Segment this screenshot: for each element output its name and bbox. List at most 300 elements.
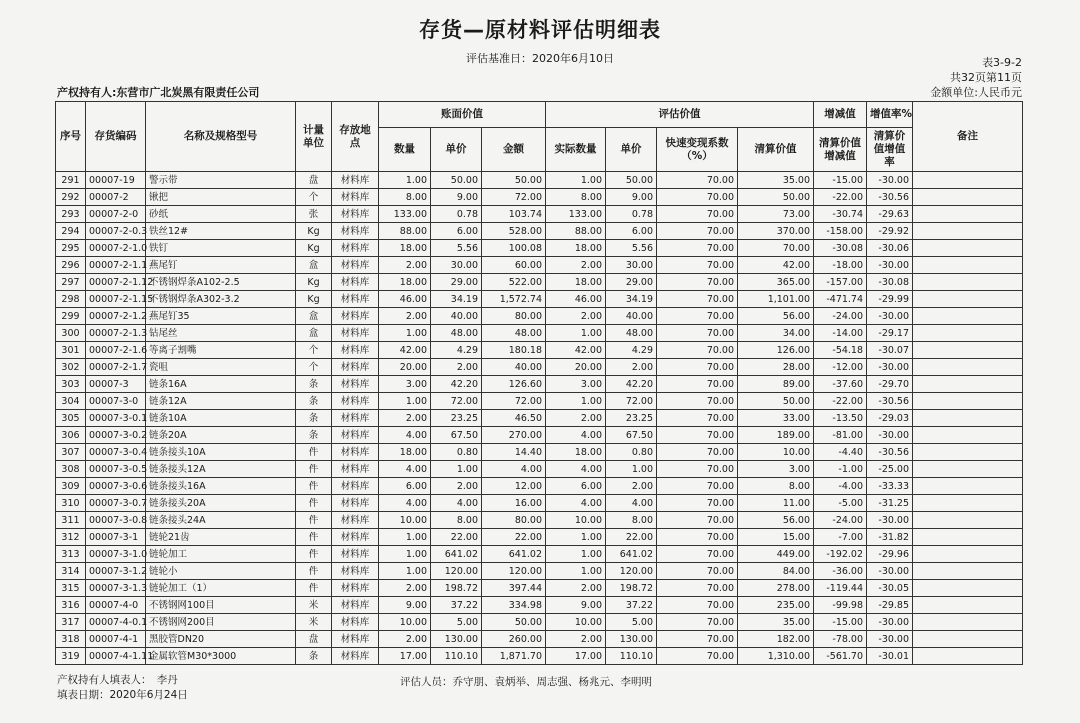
cell-remark <box>913 648 1023 665</box>
evaluators: 评估人员：乔守朋、袁炳举、周志强、杨兆元、李明明 <box>400 676 652 688</box>
cell-eval-liquidation: 1,101.00 <box>738 291 814 308</box>
cell-rate: -30.08 <box>867 274 913 291</box>
cell-eval-liquidation: 11.00 <box>738 495 814 512</box>
cell-book-price: 9.00 <box>431 189 482 206</box>
cell-remark <box>913 223 1023 240</box>
cell-diff: -24.00 <box>814 512 867 529</box>
cell-name: 链条10A <box>146 410 296 427</box>
cell-eval-price: 5.00 <box>606 614 657 631</box>
cell-code: 00007-2-1.3 <box>86 325 146 342</box>
cell-diff: -12.00 <box>814 359 867 376</box>
cell-name: 链条接头10A <box>146 444 296 461</box>
cell-code: 00007-3-0.2 <box>86 427 146 444</box>
cell-book-price: 110.10 <box>431 648 482 665</box>
cell-diff: -36.00 <box>814 563 867 580</box>
cell-rate: -29.96 <box>867 546 913 563</box>
cell-location: 材料库 <box>332 393 379 410</box>
cell-remark <box>913 427 1023 444</box>
cell-eval-liquidation: 126.00 <box>738 342 814 359</box>
cell-code: 00007-4-1.11 <box>86 648 146 665</box>
cell-remark <box>913 631 1023 648</box>
cell-unit: Kg <box>296 274 332 291</box>
cell-diff: -119.44 <box>814 580 867 597</box>
cell-name: 警示带 <box>146 172 296 189</box>
cell-book-price: 130.00 <box>431 631 482 648</box>
cell-location: 材料库 <box>332 597 379 614</box>
cell-unit: Kg <box>296 223 332 240</box>
cell-name: 链条接头20A <box>146 495 296 512</box>
owner-label: 产权持有人:东营市广北炭黑有限责任公司 <box>57 86 260 99</box>
cell-eval-qty: 1.00 <box>546 563 606 580</box>
cell-remark <box>913 597 1023 614</box>
cell-seq: 296 <box>56 257 86 274</box>
cell-book-price: 6.00 <box>431 223 482 240</box>
cell-book-price: 34.19 <box>431 291 482 308</box>
cell-eval-coef: 70.00 <box>657 325 738 342</box>
cell-seq: 316 <box>56 597 86 614</box>
table-number: 表3-9-2 <box>982 56 1022 69</box>
cell-book-amount: 126.60 <box>482 376 546 393</box>
table-row <box>56 359 1023 376</box>
cell-rate: -33.33 <box>867 478 913 495</box>
col-eval-liquidation: 清算价值 <box>738 128 814 172</box>
base-date: 评估基准日：2020年6月10日 <box>466 52 614 65</box>
cell-code: 00007-3-1.0 <box>86 546 146 563</box>
table-row <box>56 274 1023 291</box>
cell-book-price: 2.00 <box>431 478 482 495</box>
cell-eval-price: 2.00 <box>606 478 657 495</box>
cell-eval-liquidation: 84.00 <box>738 563 814 580</box>
cell-location: 材料库 <box>332 291 379 308</box>
cell-eval-liquidation: 50.00 <box>738 189 814 206</box>
cell-code: 00007-2-0 <box>86 206 146 223</box>
table-row <box>56 376 1023 393</box>
table-row <box>56 291 1023 308</box>
cell-book-amount: 14.40 <box>482 444 546 461</box>
cell-seq: 315 <box>56 580 86 597</box>
cell-book-amount: 80.00 <box>482 512 546 529</box>
cell-book-price: 5.00 <box>431 614 482 631</box>
cell-eval-coef: 70.00 <box>657 376 738 393</box>
cell-code: 00007-2-1.0 <box>86 240 146 257</box>
cell-unit: 个 <box>296 359 332 376</box>
cell-rate: -25.00 <box>867 461 913 478</box>
table-header <box>56 102 1023 172</box>
table-row <box>56 172 1023 189</box>
cell-eval-price: 5.56 <box>606 240 657 257</box>
cell-eval-qty: 1.00 <box>546 325 606 342</box>
cell-book-qty: 20.00 <box>379 359 431 376</box>
cell-eval-coef: 70.00 <box>657 546 738 563</box>
cell-book-amount: 397.44 <box>482 580 546 597</box>
fill-date: 填表日期：2020年6月24日 <box>57 689 188 701</box>
cell-eval-qty: 18.00 <box>546 274 606 291</box>
cell-remark <box>913 359 1023 376</box>
col-book-value: 账面价值 <box>379 102 546 128</box>
cell-code: 00007-3-1 <box>86 529 146 546</box>
cell-book-amount: 16.00 <box>482 495 546 512</box>
cell-location: 材料库 <box>332 325 379 342</box>
cell-diff: -4.40 <box>814 444 867 461</box>
cell-name: 链条12A <box>146 393 296 410</box>
cell-rate: -30.01 <box>867 648 913 665</box>
cell-eval-liquidation: 56.00 <box>738 512 814 529</box>
table-row <box>56 444 1023 461</box>
cell-unit: 件 <box>296 563 332 580</box>
cell-eval-coef: 70.00 <box>657 614 738 631</box>
table-row <box>56 189 1023 206</box>
cell-eval-coef: 70.00 <box>657 172 738 189</box>
cell-name: 黑胶管DN20 <box>146 631 296 648</box>
cell-location: 材料库 <box>332 172 379 189</box>
cell-book-qty: 8.00 <box>379 189 431 206</box>
cell-book-price: 8.00 <box>431 512 482 529</box>
cell-eval-qty: 20.00 <box>546 359 606 376</box>
cell-rate: -30.06 <box>867 240 913 257</box>
cell-name: 链轮加工（1） <box>146 580 296 597</box>
cell-eval-coef: 70.00 <box>657 597 738 614</box>
cell-diff: -471.74 <box>814 291 867 308</box>
table-row <box>56 529 1023 546</box>
cell-remark <box>913 172 1023 189</box>
table-row <box>56 206 1023 223</box>
cell-location: 材料库 <box>332 308 379 325</box>
cell-book-amount: 1,871.70 <box>482 648 546 665</box>
cell-book-qty: 42.00 <box>379 342 431 359</box>
cell-book-price: 42.20 <box>431 376 482 393</box>
cell-seq: 303 <box>56 376 86 393</box>
cell-remark <box>913 257 1023 274</box>
cell-rate: -30.00 <box>867 563 913 580</box>
cell-eval-liquidation: 89.00 <box>738 376 814 393</box>
cell-book-qty: 18.00 <box>379 444 431 461</box>
cell-book-qty: 133.00 <box>379 206 431 223</box>
cell-eval-price: 72.00 <box>606 393 657 410</box>
cell-eval-qty: 18.00 <box>546 240 606 257</box>
cell-book-amount: 72.00 <box>482 189 546 206</box>
cell-book-qty: 1.00 <box>379 546 431 563</box>
cell-remark <box>913 342 1023 359</box>
cell-rate: -30.00 <box>867 614 913 631</box>
table-row <box>56 648 1023 665</box>
cell-location: 材料库 <box>332 274 379 291</box>
cell-eval-liquidation: 33.00 <box>738 410 814 427</box>
cell-location: 材料库 <box>332 614 379 631</box>
cell-eval-price: 198.72 <box>606 580 657 597</box>
cell-eval-coef: 70.00 <box>657 427 738 444</box>
cell-seq: 301 <box>56 342 86 359</box>
cell-location: 材料库 <box>332 478 379 495</box>
cell-remark <box>913 444 1023 461</box>
cell-book-price: 641.02 <box>431 546 482 563</box>
cell-code: 00007-19 <box>86 172 146 189</box>
cell-seq: 298 <box>56 291 86 308</box>
cell-book-qty: 18.00 <box>379 274 431 291</box>
cell-book-qty: 18.00 <box>379 240 431 257</box>
cell-seq: 304 <box>56 393 86 410</box>
cell-diff: -1.00 <box>814 461 867 478</box>
cell-location: 材料库 <box>332 427 379 444</box>
cell-unit: 件 <box>296 478 332 495</box>
cell-book-amount: 103.74 <box>482 206 546 223</box>
cell-book-qty: 2.00 <box>379 631 431 648</box>
table-meta <box>930 55 1022 100</box>
cell-code: 00007-4-0 <box>86 597 146 614</box>
cell-book-qty: 88.00 <box>379 223 431 240</box>
cell-book-price: 22.00 <box>431 529 482 546</box>
cell-remark <box>913 291 1023 308</box>
cell-diff: -78.00 <box>814 631 867 648</box>
cell-diff: -4.00 <box>814 478 867 495</box>
cell-book-qty: 1.00 <box>379 172 431 189</box>
table-row <box>56 563 1023 580</box>
cell-diff: -157.00 <box>814 274 867 291</box>
cell-eval-liquidation: 70.00 <box>738 240 814 257</box>
cell-remark <box>913 512 1023 529</box>
cell-remark <box>913 206 1023 223</box>
cell-book-price: 23.25 <box>431 410 482 427</box>
cell-book-amount: 334.98 <box>482 597 546 614</box>
cell-seq: 308 <box>56 461 86 478</box>
cell-name: 链条接头12A <box>146 461 296 478</box>
cell-eval-qty: 42.00 <box>546 342 606 359</box>
cell-eval-liquidation: 42.00 <box>738 257 814 274</box>
cell-name: 金属软管M30*3000 <box>146 648 296 665</box>
cell-rate: -30.00 <box>867 631 913 648</box>
cell-remark <box>913 478 1023 495</box>
cell-eval-liquidation: 189.00 <box>738 427 814 444</box>
cell-unit: 条 <box>296 648 332 665</box>
table-row <box>56 393 1023 410</box>
cell-code: 00007-3-0.4 <box>86 444 146 461</box>
cell-location: 材料库 <box>332 495 379 512</box>
cell-diff: -7.00 <box>814 529 867 546</box>
cell-remark <box>913 580 1023 597</box>
cell-rate: -30.56 <box>867 444 913 461</box>
cell-book-price: 4.29 <box>431 342 482 359</box>
cell-eval-liquidation: 370.00 <box>738 223 814 240</box>
cell-book-price: 198.72 <box>431 580 482 597</box>
cell-eval-liquidation: 35.00 <box>738 614 814 631</box>
cell-diff: -22.00 <box>814 189 867 206</box>
cell-eval-coef: 70.00 <box>657 291 738 308</box>
col-diff-sub: 清算价值增减值 <box>814 128 867 172</box>
cell-eval-price: 67.50 <box>606 427 657 444</box>
cell-name: 不锈钢网100目 <box>146 597 296 614</box>
cell-eval-price: 4.00 <box>606 495 657 512</box>
cell-rate: -30.00 <box>867 308 913 325</box>
cell-remark <box>913 325 1023 342</box>
inventory-table <box>55 101 1023 665</box>
cell-unit: 件 <box>296 580 332 597</box>
cell-unit: 件 <box>296 512 332 529</box>
cell-book-price: 29.00 <box>431 274 482 291</box>
table-row <box>56 495 1023 512</box>
cell-rate: -29.03 <box>867 410 913 427</box>
cell-book-amount: 48.00 <box>482 325 546 342</box>
cell-code: 00007-2-1.6 <box>86 342 146 359</box>
cell-unit: 盘 <box>296 172 332 189</box>
cell-eval-qty: 17.00 <box>546 648 606 665</box>
cell-remark <box>913 240 1023 257</box>
cell-code: 00007-2-1.12 <box>86 274 146 291</box>
cell-location: 材料库 <box>332 342 379 359</box>
cell-eval-liquidation: 182.00 <box>738 631 814 648</box>
cell-eval-liquidation: 50.00 <box>738 393 814 410</box>
cell-rate: -30.00 <box>867 172 913 189</box>
cell-book-price: 4.00 <box>431 495 482 512</box>
cell-location: 材料库 <box>332 563 379 580</box>
cell-book-qty: 17.00 <box>379 648 431 665</box>
col-eval-price: 单价 <box>606 128 657 172</box>
cell-book-qty: 2.00 <box>379 410 431 427</box>
cell-diff: -5.00 <box>814 495 867 512</box>
cell-code: 00007-2 <box>86 189 146 206</box>
cell-unit: 张 <box>296 206 332 223</box>
cell-seq: 309 <box>56 478 86 495</box>
cell-name: 锹把 <box>146 189 296 206</box>
cell-eval-price: 50.00 <box>606 172 657 189</box>
cell-book-price: 5.56 <box>431 240 482 257</box>
cell-eval-liquidation: 365.00 <box>738 274 814 291</box>
cell-eval-price: 22.00 <box>606 529 657 546</box>
cell-eval-price: 8.00 <box>606 512 657 529</box>
cell-book-amount: 46.50 <box>482 410 546 427</box>
cell-diff: -18.00 <box>814 257 867 274</box>
cell-rate: -29.63 <box>867 206 913 223</box>
cell-book-qty: 1.00 <box>379 563 431 580</box>
cell-diff: -15.00 <box>814 172 867 189</box>
cell-eval-coef: 70.00 <box>657 189 738 206</box>
cell-location: 材料库 <box>332 529 379 546</box>
cell-name: 不锈钢焊条A302-3.2 <box>146 291 296 308</box>
cell-location: 材料库 <box>332 580 379 597</box>
cell-book-qty: 46.00 <box>379 291 431 308</box>
cell-rate: -30.00 <box>867 257 913 274</box>
cell-seq: 291 <box>56 172 86 189</box>
cell-eval-coef: 70.00 <box>657 206 738 223</box>
table-row <box>56 597 1023 614</box>
cell-seq: 293 <box>56 206 86 223</box>
cell-eval-liquidation: 56.00 <box>738 308 814 325</box>
cell-book-price: 120.00 <box>431 563 482 580</box>
cell-eval-qty: 2.00 <box>546 257 606 274</box>
cell-diff: -561.70 <box>814 648 867 665</box>
cell-eval-coef: 70.00 <box>657 257 738 274</box>
cell-seq: 311 <box>56 512 86 529</box>
cell-eval-price: 0.78 <box>606 206 657 223</box>
col-eval-value: 评估价值 <box>546 102 814 128</box>
cell-book-amount: 22.00 <box>482 529 546 546</box>
cell-book-amount: 180.18 <box>482 342 546 359</box>
currency-unit: 金额单位:人民币元 <box>930 86 1022 99</box>
cell-eval-qty: 1.00 <box>546 172 606 189</box>
cell-remark <box>913 461 1023 478</box>
cell-book-amount: 4.00 <box>482 461 546 478</box>
table-row <box>56 223 1023 240</box>
table-row <box>56 240 1023 257</box>
cell-name: 钻尾丝 <box>146 325 296 342</box>
cell-rate: -29.99 <box>867 291 913 308</box>
cell-eval-liquidation: 3.00 <box>738 461 814 478</box>
cell-book-amount: 270.00 <box>482 427 546 444</box>
cell-book-price: 0.80 <box>431 444 482 461</box>
cell-name: 铁丝12# <box>146 223 296 240</box>
cell-code: 00007-4-0.1 <box>86 614 146 631</box>
cell-book-price: 1.00 <box>431 461 482 478</box>
cell-eval-qty: 2.00 <box>546 580 606 597</box>
cell-rate: -29.70 <box>867 376 913 393</box>
cell-name: 等离子割嘴 <box>146 342 296 359</box>
cell-eval-liquidation: 449.00 <box>738 546 814 563</box>
cell-name: 链条接头16A <box>146 478 296 495</box>
cell-name: 链条20A <box>146 427 296 444</box>
cell-eval-coef: 70.00 <box>657 512 738 529</box>
cell-book-qty: 4.00 <box>379 427 431 444</box>
cell-book-qty: 2.00 <box>379 580 431 597</box>
col-book-price: 单价 <box>431 128 482 172</box>
cell-eval-qty: 4.00 <box>546 461 606 478</box>
cell-book-amount: 528.00 <box>482 223 546 240</box>
cell-location: 材料库 <box>332 223 379 240</box>
cell-eval-coef: 70.00 <box>657 478 738 495</box>
cell-eval-liquidation: 35.00 <box>738 172 814 189</box>
cell-eval-price: 4.29 <box>606 342 657 359</box>
cell-location: 材料库 <box>332 206 379 223</box>
table-row <box>56 410 1023 427</box>
cell-eval-price: 34.19 <box>606 291 657 308</box>
cell-seq: 310 <box>56 495 86 512</box>
cell-location: 材料库 <box>332 189 379 206</box>
cell-code: 00007-3-1.3 <box>86 580 146 597</box>
cell-eval-price: 48.00 <box>606 325 657 342</box>
cell-diff: -37.60 <box>814 376 867 393</box>
cell-rate: -31.82 <box>867 529 913 546</box>
col-location: 存放地点 <box>332 102 379 172</box>
cell-name: 链条16A <box>146 376 296 393</box>
cell-book-amount: 641.02 <box>482 546 546 563</box>
cell-location: 材料库 <box>332 461 379 478</box>
cell-remark <box>913 274 1023 291</box>
cell-book-qty: 9.00 <box>379 597 431 614</box>
page-info: 共32页第11页 <box>950 71 1022 84</box>
cell-eval-coef: 70.00 <box>657 342 738 359</box>
table-row <box>56 257 1023 274</box>
cell-eval-coef: 70.00 <box>657 410 738 427</box>
cell-location: 材料库 <box>332 546 379 563</box>
cell-remark <box>913 614 1023 631</box>
cell-book-qty: 1.00 <box>379 529 431 546</box>
cell-eval-price: 29.00 <box>606 274 657 291</box>
cell-eval-price: 110.10 <box>606 648 657 665</box>
col-remark: 备注 <box>913 102 1023 172</box>
cell-seq: 300 <box>56 325 86 342</box>
cell-eval-qty: 1.00 <box>546 546 606 563</box>
cell-location: 材料库 <box>332 444 379 461</box>
cell-eval-liquidation: 278.00 <box>738 580 814 597</box>
cell-diff: -99.98 <box>814 597 867 614</box>
cell-seq: 312 <box>56 529 86 546</box>
cell-book-qty: 4.00 <box>379 495 431 512</box>
cell-eval-coef: 70.00 <box>657 359 738 376</box>
cell-eval-qty: 3.00 <box>546 376 606 393</box>
cell-diff: -30.08 <box>814 240 867 257</box>
cell-book-price: 48.00 <box>431 325 482 342</box>
cell-rate: -31.25 <box>867 495 913 512</box>
cell-code: 00007-2-1.7 <box>86 359 146 376</box>
cell-eval-coef: 70.00 <box>657 563 738 580</box>
cell-code: 00007-4-1 <box>86 631 146 648</box>
